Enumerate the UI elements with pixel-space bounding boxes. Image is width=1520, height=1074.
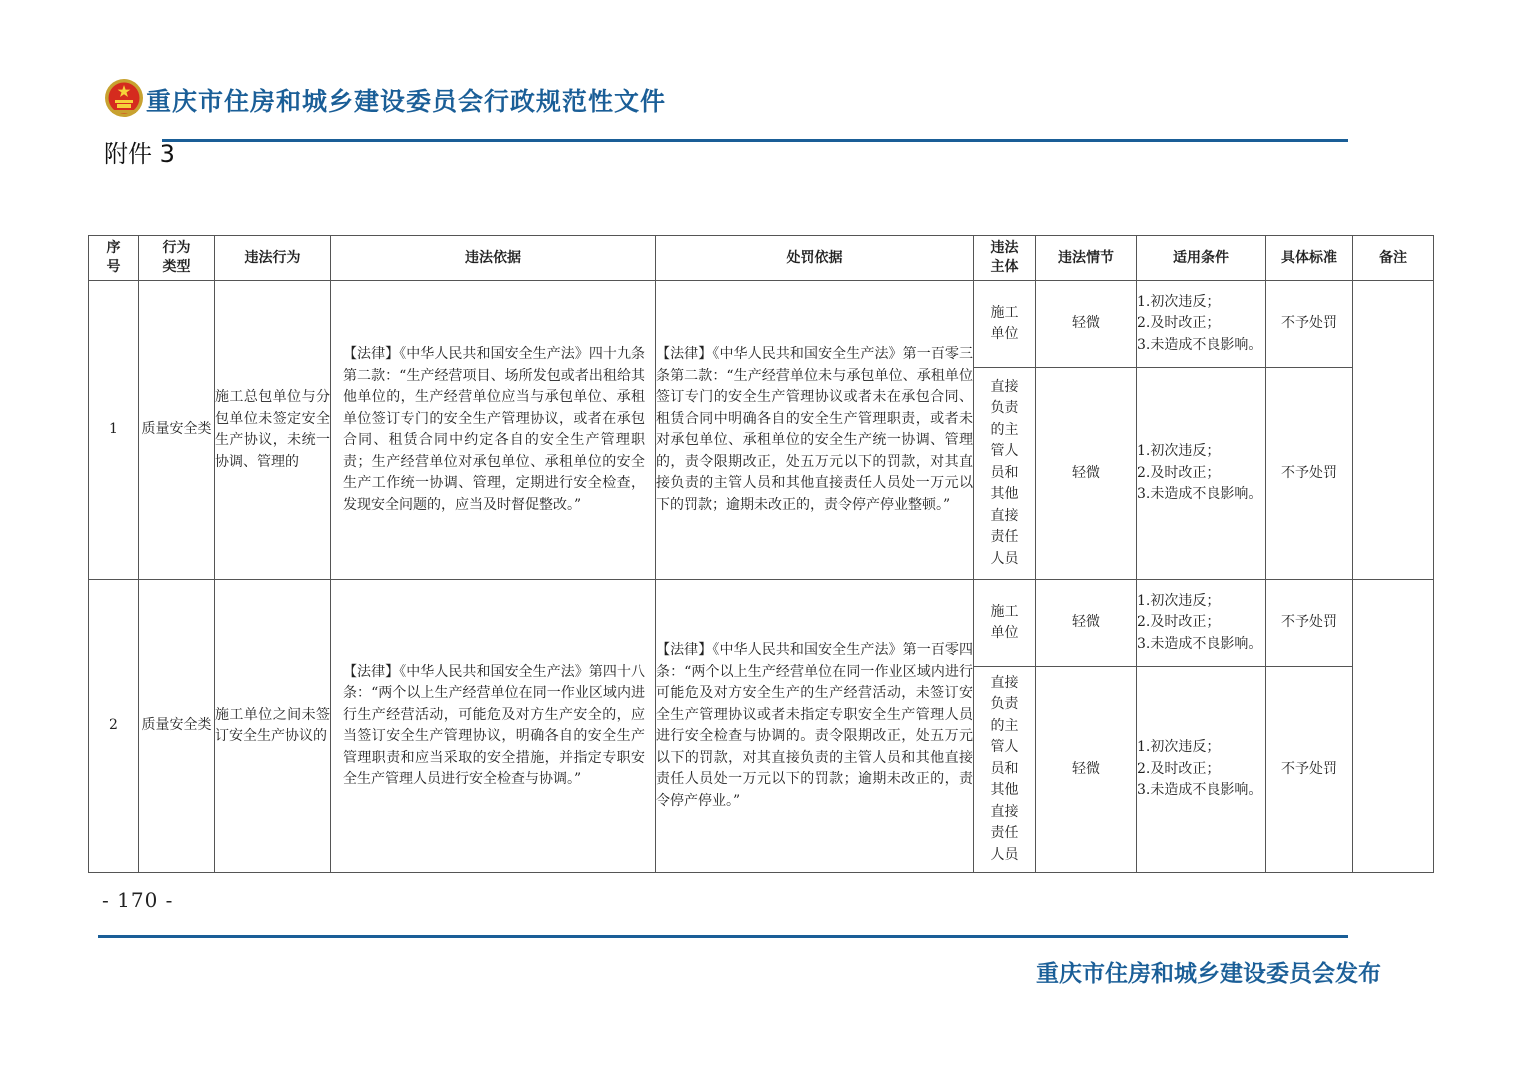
applicable-conditions xyxy=(1137,667,1266,873)
applicable-conditions xyxy=(1137,281,1266,368)
condition-item: 2.及时改正； xyxy=(1137,315,1221,332)
header-cell: 违法主体 xyxy=(974,236,1036,281)
table-row xyxy=(89,281,1434,368)
header-cell: 序号 xyxy=(89,236,139,281)
condition-item: 2.及时改正； xyxy=(1137,464,1221,481)
page-number: - 170 - xyxy=(102,888,174,912)
row-number: 1 xyxy=(89,281,139,580)
national-emblem-icon xyxy=(104,78,144,118)
header-cell: 违法情节 xyxy=(1036,236,1137,281)
penalty-basis: 【法律】《中华人民共和国安全生产法》第一百零三条第二款：“生产经营单位未与承包单位、承租单位签订专门的安全生产管理协议或者未在承包合同、租赁合同中明确各自的安全生产管理职责，或者未对承包单位、承租单位的安全生产统一协调、管理的，责令限期改正，处五万元以下的罚款，对其直接负责的主管人员和其他直接责任人员处一万元以下的罚款；逾期未改正的，责令停产停业整顿。” xyxy=(656,281,974,580)
condition-item: 3.未造成不良影响。 xyxy=(1137,486,1263,503)
violation-subject: 直接负责的主管人员和其他直接责任人员 xyxy=(974,667,1036,873)
table-row xyxy=(89,580,1434,667)
attachment-label: 附件 3 xyxy=(104,140,175,168)
violation-circumstance: 轻微 xyxy=(1036,281,1137,368)
condition-item: 2.及时改正； xyxy=(1137,614,1221,631)
header-cell: 备注 xyxy=(1353,236,1434,281)
specific-standard: 不予处罚 xyxy=(1266,281,1353,368)
condition-item: 1.初次违反； xyxy=(1137,592,1221,609)
table-header-row xyxy=(89,236,1434,281)
specific-standard: 不予处罚 xyxy=(1266,667,1353,873)
penalty-standard-table xyxy=(88,235,1434,873)
header-cell: 违法行为 xyxy=(215,236,331,281)
violation-basis: 【法律】《中华人民共和国安全生产法》四十九条第二款：“生产经营项目、场所发包或者出租给其他单位的，生产经营单位应当与承包单位、承租单位签订专门的安全生产管理协议，或者在承包合同、租赁合同中约定各自的安全生产管理职责；生产经营单位对承包单位、承租单位的安全生产工作统一协调、管理，定期进行安全检查，发现安全问题的，应当及时督促整改。” xyxy=(331,281,656,580)
remark xyxy=(1353,281,1434,580)
behavior-type: 质量安全类 xyxy=(139,281,215,580)
violation-circumstance: 轻微 xyxy=(1036,580,1137,667)
violation-circumstance: 轻微 xyxy=(1036,667,1137,873)
condition-item: 1.初次违反； xyxy=(1137,739,1221,756)
condition-item: 3.未造成不良影响。 xyxy=(1137,336,1263,353)
header-divider xyxy=(162,139,1348,142)
violation-subject: 施工单位 xyxy=(974,580,1036,667)
violation-behavior: 施工总包单位与分包单位未签定安全生产协议，未统一协调、管理的 xyxy=(215,281,331,580)
header-cell: 具体标准 xyxy=(1266,236,1353,281)
condition-item: 3.未造成不良影响。 xyxy=(1137,635,1263,652)
condition-item: 2.及时改正； xyxy=(1137,760,1221,777)
condition-item: 1.初次违反； xyxy=(1137,443,1221,460)
violation-basis: 【法律】《中华人民共和国安全生产法》第四十八条：“两个以上生产经营单位在同一作业区域内进行生产经营活动，可能危及对方生产安全的，应当签订安全生产管理协议，明确各自的安全生产管理职责和应当采取的安全措施，并指定专职安全生产管理人员进行安全检查与协调。” xyxy=(331,580,656,873)
penalty-basis: 【法律】《中华人民共和国安全生产法》第一百零四条：“两个以上生产经营单位在同一作业区域内进行可能危及对方安全生产的生产经营活动，未签订安全生产管理协议或者未指定专职安全生产管理人员进行安全检查与协调的。责令限期改正，处五万元以下的罚款，对其直接负责的主管人员和其他直接责任人员处一万元以下的罚款；逾期未改正的，责令停产停业。” xyxy=(656,580,974,873)
specific-standard: 不予处罚 xyxy=(1266,368,1353,580)
applicable-conditions xyxy=(1137,368,1266,580)
row-number: 2 xyxy=(89,580,139,873)
behavior-type: 质量安全类 xyxy=(139,580,215,873)
condition-item: 1.初次违反； xyxy=(1137,293,1221,310)
condition-item: 3.未造成不良影响。 xyxy=(1137,782,1263,799)
publisher-footer: 重庆市住房和城乡建设委员会发布 xyxy=(1036,961,1381,987)
remark xyxy=(1353,580,1434,873)
footer-divider xyxy=(98,935,1348,938)
header-cell: 行为类型 xyxy=(139,236,215,281)
violation-subject: 施工单位 xyxy=(974,281,1036,368)
header-cell: 违法依据 xyxy=(331,236,656,281)
violation-circumstance: 轻微 xyxy=(1036,368,1137,580)
specific-standard: 不予处罚 xyxy=(1266,580,1353,667)
violation-subject: 直接负责的主管人员和其他直接责任人员 xyxy=(974,368,1036,580)
header-cell: 处罚依据 xyxy=(656,236,974,281)
violation-behavior: 施工单位之间未签订安全生产协议的 xyxy=(215,580,331,873)
header-cell: 适用条件 xyxy=(1137,236,1266,281)
document-header-title: 重庆市住房和城乡建设委员会行政规范性文件 xyxy=(146,87,667,116)
applicable-conditions xyxy=(1137,580,1266,667)
